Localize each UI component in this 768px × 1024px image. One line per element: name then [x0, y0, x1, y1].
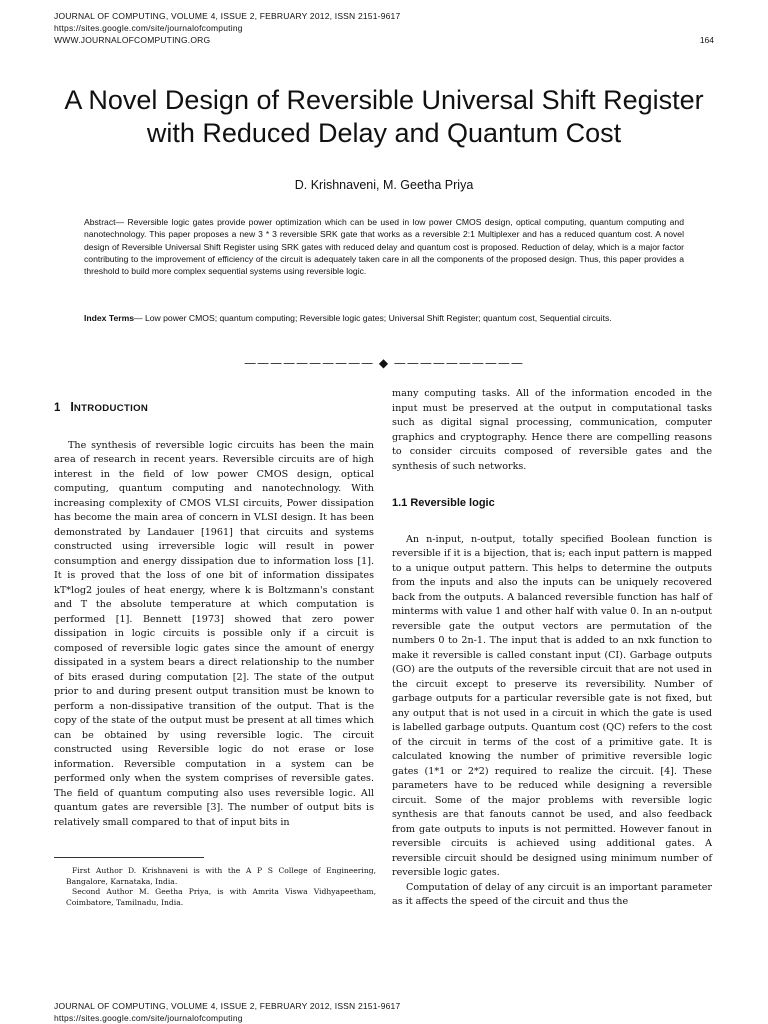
journal-line: JOURNAL OF COMPUTING, VOLUME 4, ISSUE 2, FEBRUARY 2012, ISSN 2151-9617 — [54, 11, 401, 21]
journal-url[interactable]: https://sites.google.com/site/journalofcomputing — [54, 23, 243, 33]
paper-title: A Novel Design of Reversible Universal Shift Register with Reduced Delay and Quantum Cost — [64, 85, 704, 149]
index-terms-text: — Low power CMOS; quantum computing; Reversible logic gates; Universal Shift Register; quantum cost, Sequential circuits. — [134, 313, 612, 323]
section-number: 1 — [54, 402, 61, 414]
intro-paragraph: The synthesis of reversible logic circuits has been the main area of research in recent years. Reversible circuits are of high interest in the field of low power CMOS design, optical computing, quantum computing and nanotechnology. With increasing complexity of CMOS VLSI circuits, Power dissipation has become the main area of concern in VLSI design. It has been demonstrated by Landauer [1961] that circuits and systems constructed using irreversible logic will result in power consumption and energy dissipation due to information loss [1]. It is proved that the loss of one bit of information dissipates kT*log2 joules of heat energy, where k is Boltzmann's constant and T the absolute temperature at which computation is performed [1]. Bennett [1973] showed that zero power dissipation in logic circuits is possible only if a circuit is composed of reversible logic gates since the amount of energy dissipated in a system bears a direct relationship to the number of bits erased during computation [2]. The state of the output prior to and during present output transition must be known to perform a non-dissipative transition of the output. That is the copy of the state of the output must be present at all times which can be obtained by using reversible logic. The circuit constructed using Reversible logic do not erase or lose information. Reversible computation in a system can be performed only when the system comprises of reversible gates. The field of quantum computing also uses reversible logic. All quantum gates are reversible [3]. The number of output bits is relatively small compared to that of input bits in — [54, 439, 374, 828]
footnote-first-author: First Author D. Krishnaveni is with the A P S College of Engineering, Bangalore, Karnataka, India. — [66, 866, 376, 886]
delay-paragraph: Computation of delay of any circuit is an important parameter as it affects the speed of the circuit and thus the — [392, 881, 712, 907]
abstract: Abstract— Reversible logic gates provide power optimization which can be used in low power CMOS design, optical computing, quantum computing and nanotechnology. This paper proposes a new 3 * 3 reversible SRK gate that works as a reversible 2:1 Multiplexer and has a reduced quantum cost. A novel design of Reversible Universal Shift Register using SRK gates with reduced delay and quantum cost is proposed. Reduction of delay, which is a major factor contributing to the improvement of efficiency of the circuit is adequately taken care in all the components of the proposed design. Thus, this paper provides a threshold to build more complex sequential systems using reversible logic. — [84, 217, 684, 277]
index-terms-label: Index Terms — [84, 313, 134, 323]
author-footnotes — [66, 866, 376, 908]
section-heading-introduction — [54, 400, 374, 417]
paper-authors: D. Krishnaveni, M. Geetha Priya — [294, 178, 474, 192]
footnote-second-author: Second Author M. Geetha Priya, is with Amrita Viswa Vidhyapeetham, Coimbatore, Tamilnadu, India. — [66, 887, 376, 907]
right-column — [392, 387, 712, 910]
intro-paragraph-continued: many computing tasks. All of the information encoded in the input must be preserved at the output in computational tasks such as digital signal processing, communication, computer graphics and cryptography. Hence there are compelling reasons to consider circuits composed of reversible gates and the synthesis of such networks. — [392, 388, 712, 472]
footer-journal-url[interactable]: https://sites.google.com/site/journalofcomputing — [54, 1013, 243, 1023]
section-separator: —————————— ◆ —————————— — [244, 356, 524, 370]
running-header — [54, 10, 714, 46]
page-number: 164 — [699, 35, 714, 45]
footnote-rule — [54, 857, 204, 858]
left-column — [54, 400, 374, 830]
section-title-initial: I — [70, 400, 74, 414]
subsection-heading-reversible-logic: 1.1 Reversible logic — [392, 497, 495, 509]
footer-journal-line: JOURNAL OF COMPUTING, VOLUME 4, ISSUE 2, FEBRUARY 2012, ISSN 2151-9617 — [54, 1001, 401, 1011]
running-footer — [54, 1000, 714, 1024]
reversible-logic-paragraph: An n-input, n-output, totally specified Boolean function is reversible if it is a bijection, that is; each input pattern is mapped to a unique output pattern. This helps to determine the outputs from the inputs and also the inputs can be uniquely recovered back from the outputs. A balanced reversible function has half of minterms with value 1 and other half with value 0. In an n-output reversible gate the output vectors are permutation of the numbers 0 to 2n-1. The input that is added to an nxk function to make it reversible is called constant input (CI). Garbage outputs (GO) are the outputs of the reversible circuit that are not used in the circuit except to preserve its reversibility. Number of garbage outputs for a particular reversible gate is not fixed, but any output that is not used in a circuit in which the gate is used is labelled garbage outputs. Quantum cost (QC) refers to the cost of the circuit in terms of the cost of a primitive gate. It is calculated knowing the number of primitive reversible logic gates (1*1 or 2*2) required to realize the circuit. [4]. These parameters have to be reduced while designing a reversible circuit. Some of the major problems with reversible logic synthesis are that fanouts cannot be used, and also feedback from gate outputs to inputs is not permitted. However fanout in reversible circuits is achieved using additional gates. A reversible circuit should be designed using minimum number of reversible logic gates. — [392, 533, 712, 878]
index-terms — [84, 312, 684, 324]
section-title-rest: NTRODUCTION — [73, 403, 149, 414]
journal-site[interactable]: WWW.JOURNALOFCOMPUTING.ORG — [54, 35, 211, 45]
